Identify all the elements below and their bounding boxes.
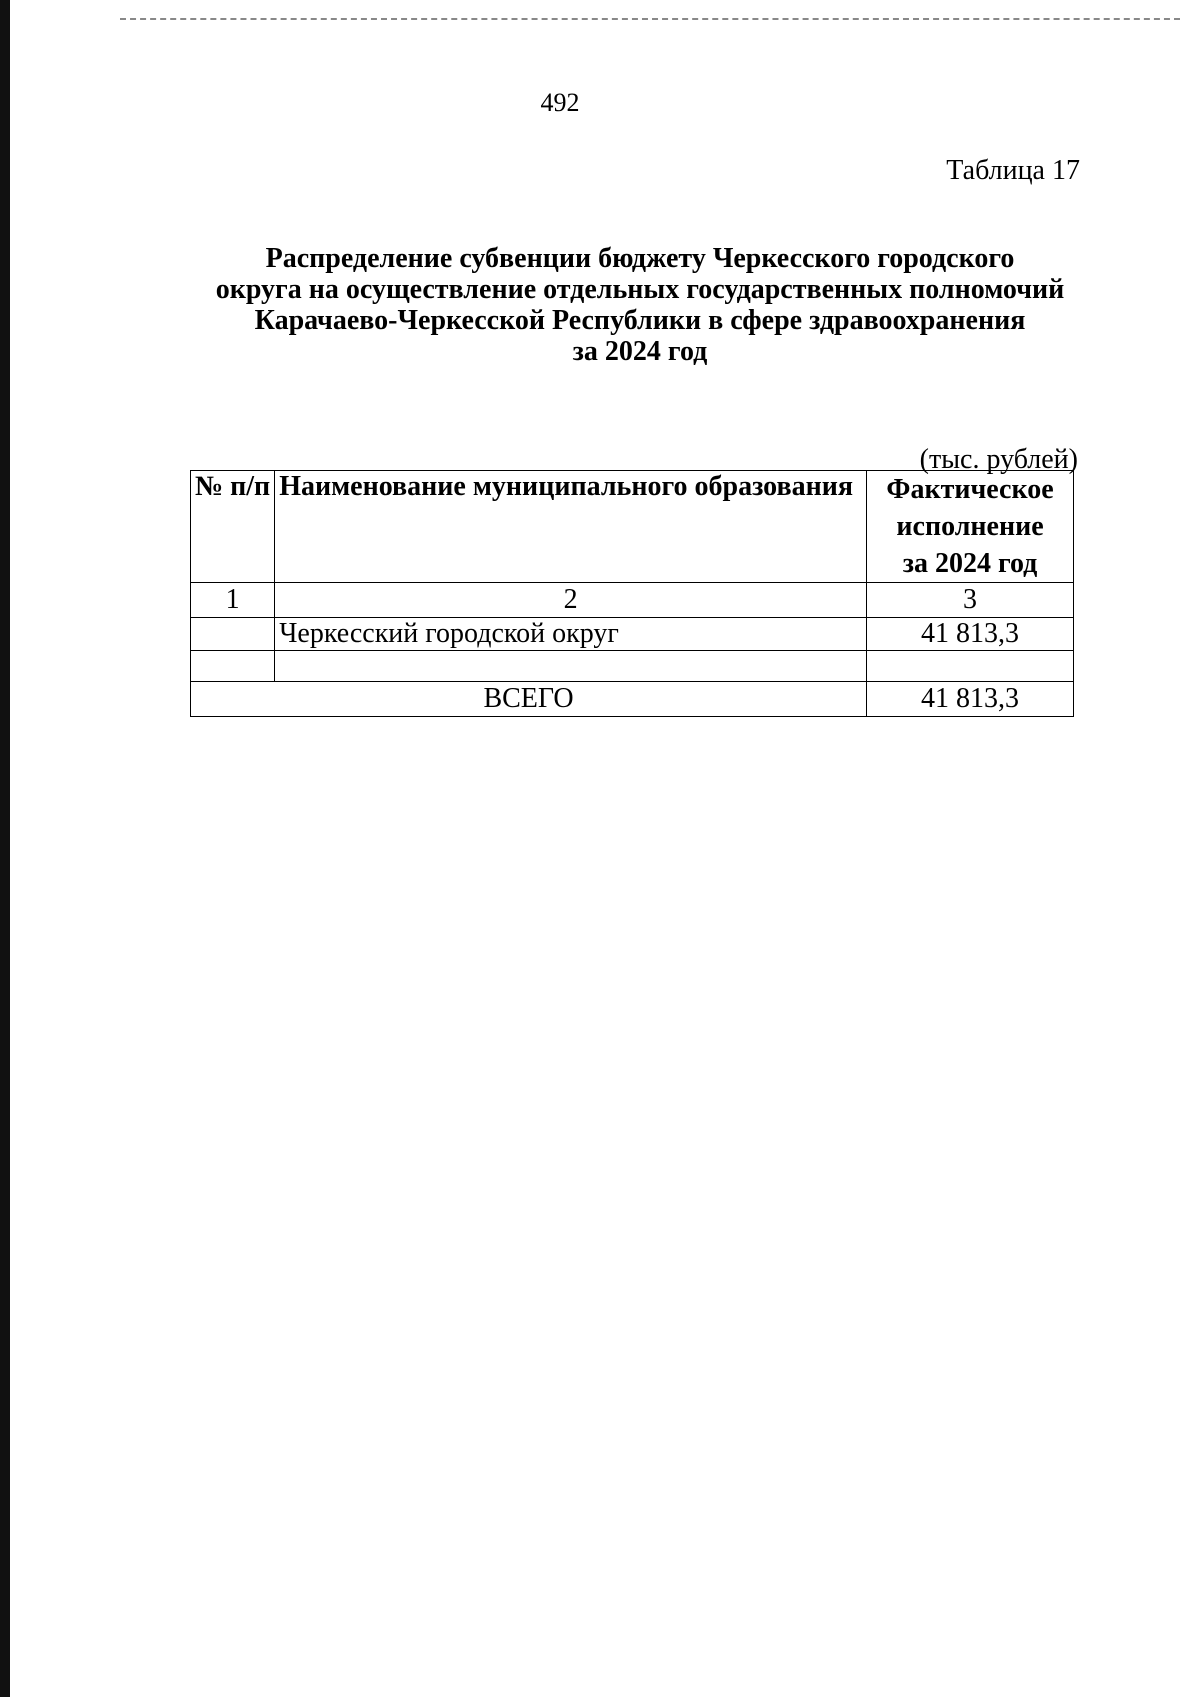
title-line: округа на осуществление отдельных государственных полномочий <box>215 274 1065 305</box>
page-number: 492 <box>540 88 580 117</box>
index-cell: 3 <box>867 583 1074 618</box>
empty-cell <box>275 651 867 682</box>
header-value-line: за 2024 год <box>902 548 1038 579</box>
subvention-table <box>190 470 1074 717</box>
total-row <box>191 682 1074 717</box>
column-index-row <box>191 583 1074 618</box>
header-value-line: Фактическое <box>886 474 1054 505</box>
empty-cell <box>867 651 1074 682</box>
row-value-cell: 41 813,3 <box>867 618 1074 651</box>
scan-top-line <box>120 18 1180 20</box>
index-cell: 1 <box>191 583 275 618</box>
header-name: Наименование муниципального образования <box>275 471 867 583</box>
table-header-row <box>191 471 1074 583</box>
title-line: Распределение субвенции бюджету Черкесского городского <box>265 243 1015 274</box>
document-title <box>170 243 1110 367</box>
table-row <box>191 618 1074 651</box>
row-name-cell: Черкесский городской округ <box>275 618 867 651</box>
scan-left-edge <box>0 0 10 1697</box>
header-value <box>867 471 1074 583</box>
total-label: ВСЕГО <box>191 682 867 717</box>
empty-row <box>191 651 1074 682</box>
title-line: Карачаево-Черкесской Республики в сфере здравоохранения <box>254 305 1026 336</box>
header-num: № п/п <box>191 471 275 583</box>
header-value-line: исполнение <box>896 511 1044 542</box>
empty-cell <box>191 651 275 682</box>
index-cell: 2 <box>275 583 867 618</box>
units-label: (тыс. рублей) <box>919 444 1078 475</box>
total-value: 41 813,3 <box>867 682 1074 717</box>
row-num-cell <box>191 618 275 651</box>
table-label: Таблица 17 <box>946 155 1080 186</box>
title-line: за 2024 год <box>572 336 708 367</box>
